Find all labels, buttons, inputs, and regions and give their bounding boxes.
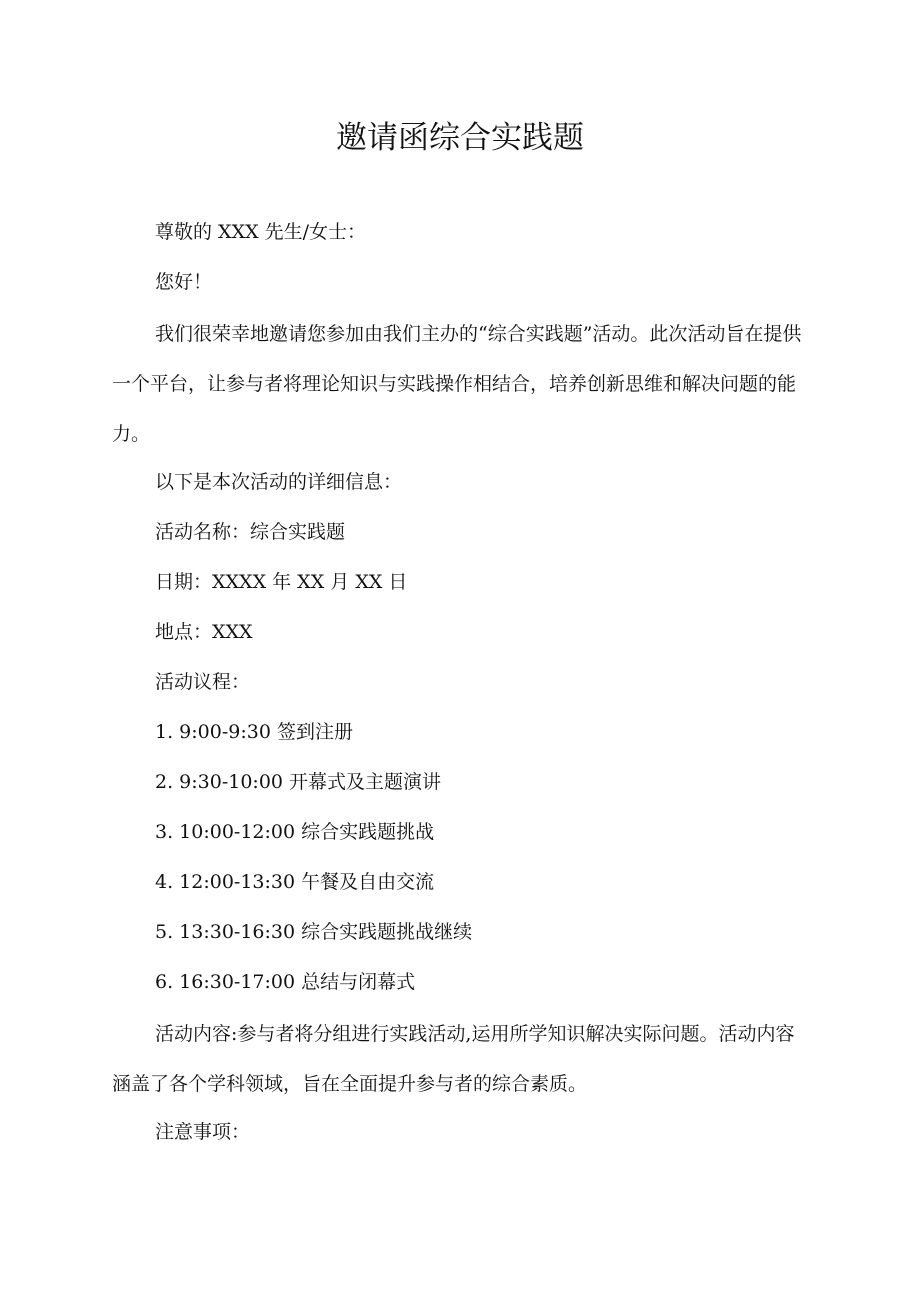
event-date: 日期：XXXX 年 XX 月 XX 日 — [155, 571, 408, 593]
salutation: 尊敬的 XXX 先生/女士： — [155, 221, 367, 243]
agenda-item: 4. 12:00-13:30 午餐及自由交流 — [155, 871, 435, 893]
intro-paragraph: 我们很荣幸地邀请您参加由我们主办的“综合实践题”活动。此次活动旨在提供一个平台，让参与者将理论知识与实践操作相结合，培养创新思维和解决问题的能力。 — [112, 323, 802, 445]
notes-heading: 注意事项： — [155, 1121, 251, 1143]
content-paragraph: 活动内容:参与者将分组进行实践活动,运用所学知识解决实际问题。活动内容涵盖了各个学科领域，旨在全面提升参与者的综合素质。 — [112, 1023, 795, 1095]
agenda-item: 6. 16:30-17:00 总结与闭幕式 — [155, 971, 416, 993]
agenda-item: 5. 13:30-16:30 综合实践题挑战继续 — [155, 921, 473, 943]
agenda-item: 1. 9:00-9:30 签到注册 — [155, 721, 353, 743]
agenda-item: 2. 9:30-10:00 开幕式及主题演讲 — [155, 771, 442, 793]
event-location: 地点：XXX — [155, 621, 253, 643]
document-title: 邀请函综合实践题 — [336, 120, 584, 156]
agenda-item: 3. 10:00-12:00 综合实践题挑战 — [155, 821, 435, 843]
agenda-heading: 活动议程： — [155, 671, 251, 693]
event-name: 活动名称：综合实践题 — [155, 521, 346, 543]
greeting: 您好！ — [155, 271, 213, 293]
details-heading: 以下是本次活动的详细信息： — [155, 471, 403, 493]
